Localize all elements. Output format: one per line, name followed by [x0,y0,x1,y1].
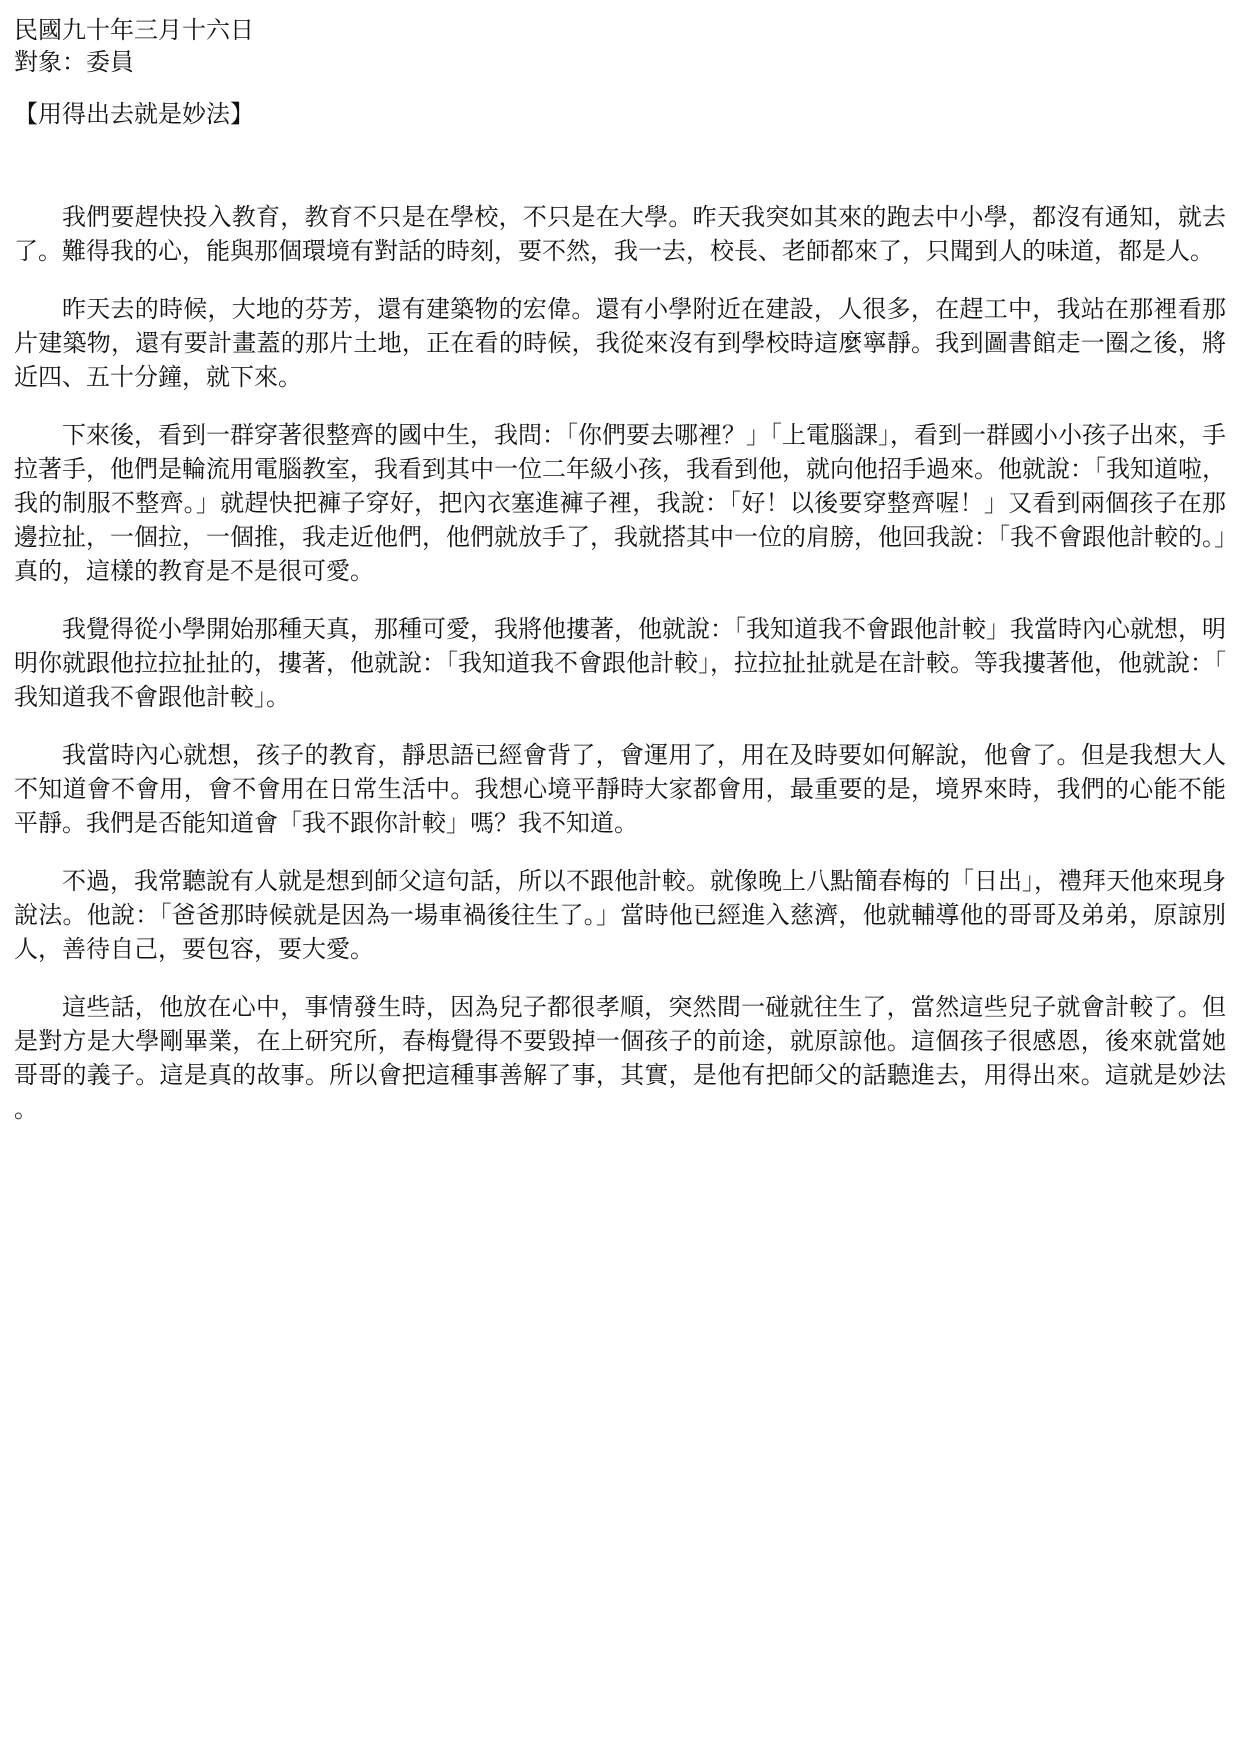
paragraph-2: 昨天去的時候，大地的芬芳，還有建築物的宏偉。還有小學附近在建設，人很多，在趕工中，我站在那裡看那片建築物，還有要計畫蓋的那片土地，正在看的時候，我從來沒有到學校時這麼寧靜。我到圖書館走一圈之後，將近四、五十分鐘，就下來。 [14,295,1226,391]
paragraph-6: 不過，我常聽說有人就是想到師父這句話，所以不跟他計較。就像晚上八點簡春梅的「日出」，禮拜天他來現身說法。他說：「爸爸那時候就是因為一場車禍後往生了。」當時他已經進入慈濟，他就輔導他的哥哥及弟弟，原諒別人，善待自己，要包容，要大愛。 [14,867,1226,963]
document-audience: 對象：委員 [14,48,134,76]
document-date: 民國九十年三月十六日 [14,16,254,44]
paragraph-4: 我覺得從小學開始那種天真，那種可愛，我將他摟著，他就說：「我知道我不會跟他計較」我當時內心就想，明明你就跟他拉拉扯扯的，摟著，他就說：「我知道我不會跟他計較」，拉拉扯扯就是在計較。等我摟著他，他就說：「我知道我不會跟他計較」。 [14,615,1226,711]
document-title: 【用得出去就是妙法】 [14,100,254,128]
paragraph-7: 這些話，他放在心中，事情發生時，因為兒子都很孝順，突然間一碰就往生了，當然這些兒子就會計較了。但是對方是大學剛畢業，在上研究所，春梅覺得不要毀掉一個孩子的前途，就原諒他。這個孩子很感恩，後來就當她哥哥的義子。這是真的故事。所以會把這種事善解了事，其實，是他有把師父的話聽進去，用得出來。這就是妙法。 [14,993,1226,1123]
document-body [14,200,1226,1126]
paragraph-3: 下來後，看到一群穿著很整齊的國中生，我問：「你們要去哪裡？」「上電腦課」，看到一群國小小孩子出來，手拉著手，他們是輪流用電腦教室，我看到其中一位二年級小孩，我看到他，就向他招手過來。他就說：「我知道啦，我的制服不整齊。」就趕快把褲子穿好，把內衣塞進褲子裡，我說：「好！以後要穿整齊喔！」又看到兩個孩子在那邊拉扯，一個拉，一個推，我走近他們，他們就放手了，我就搭其中一位的肩膀，他回我說：「我不會跟他計較的。」真的，這樣的教育是不是很可愛。 [14,421,1226,585]
paragraph-5: 我當時內心就想，孩子的教育，靜思語已經會背了，會運用了，用在及時要如何解說，他會了。但是我想大人不知道會不會用，會不會用在日常生活中。我想心境平靜時大家都會用，最重要的是，境界來時，我們的心能不能平靜。我們是否能知道會「我不跟你計較」嗎？我不知道。 [14,741,1226,837]
paragraph-1: 我們要趕快投入教育，教育不只是在學校，不只是在大學。昨天我突如其來的跑去中小學，都沒有通知，就去了。難得我的心，能與那個環境有對話的時刻，要不然，我一去，校長、老師都來了，只聞到人的味道，都是人。 [14,203,1226,265]
